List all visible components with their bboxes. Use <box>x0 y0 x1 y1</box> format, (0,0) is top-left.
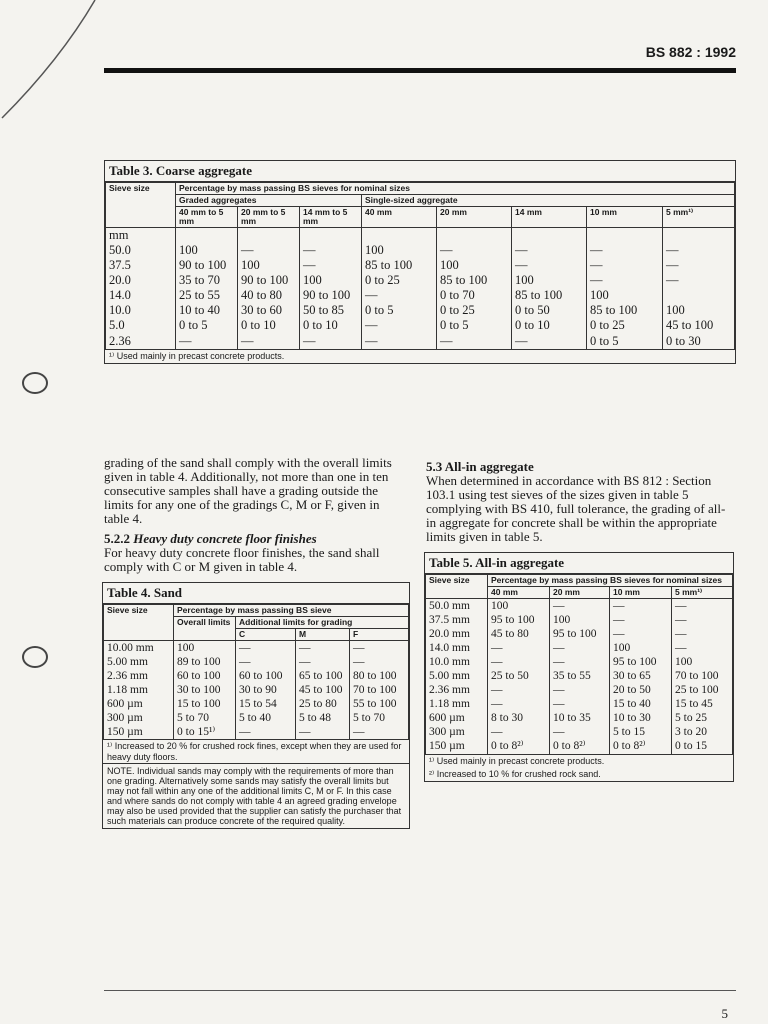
table-cell: 85 to 100 <box>362 258 437 273</box>
table-row <box>426 655 733 669</box>
table-cell: 15 to 100 <box>174 697 236 711</box>
row-label: 10.00 mm <box>104 640 174 655</box>
column-header: Single-sized aggregate <box>362 194 735 206</box>
column-header: 20 mm to 5 mm <box>238 206 300 227</box>
table-row <box>106 258 735 273</box>
table-cell: — <box>587 273 663 288</box>
table-cell: 10 to 40 <box>176 303 238 318</box>
table-cell: 100 <box>488 598 550 613</box>
table-cell: 70 to 100 <box>350 683 409 697</box>
table-cell: 90 to 100 <box>176 258 238 273</box>
column-header: 14 mm <box>512 206 587 227</box>
table-cell: 30 to 90 <box>236 683 296 697</box>
column-header: C <box>236 628 296 640</box>
column-header: Overall limits <box>174 616 236 640</box>
table-cell: 0 to 8²⁾ <box>610 739 672 753</box>
table-cell: 60 to 100 <box>174 669 236 683</box>
table-cell: 30 to 100 <box>174 683 236 697</box>
table-cell: 0 to 25 <box>362 273 437 288</box>
paragraph: grading of the sand shall comply with the overall limits given in table 4. Additionally, not more than one in ten consecutive samples shall have a grading outside the limits for any one of the gradings C, M or F, given in table 4. <box>104 455 392 526</box>
table-cell: 15 to 45 <box>672 697 733 711</box>
table-cell: — <box>672 641 733 655</box>
table-cell: 85 to 100 <box>587 303 663 318</box>
table-cell: 55 to 100 <box>350 697 409 711</box>
table-row <box>104 669 409 683</box>
table-row <box>426 725 733 739</box>
table-cell: 0 to 70 <box>437 288 512 303</box>
table-cell: 15 to 54 <box>236 697 296 711</box>
column-header: Percentage by mass passing BS sieves for nominal sizes <box>488 575 733 587</box>
column-header: Percentage by mass passing BS sieves for nominal sizes <box>176 183 735 195</box>
standard-number: BS 882 : 1992 <box>645 44 736 60</box>
table-cell: — <box>362 318 437 333</box>
row-label: 2.36 mm <box>426 683 488 697</box>
table-cell <box>587 227 663 243</box>
table-cell: — <box>663 273 735 288</box>
table-cell: — <box>362 334 437 349</box>
table-cell: — <box>176 334 238 349</box>
table-row <box>104 683 409 697</box>
table-cell: — <box>437 334 512 349</box>
column-header: Additional limits for grading <box>236 616 409 628</box>
column-header: Graded aggregates <box>176 194 362 206</box>
row-label: 1.18 mm <box>104 683 174 697</box>
table-cell: 0 to 15 <box>672 739 733 753</box>
table-cell: 5 to 25 <box>672 711 733 725</box>
row-label: 600 µm <box>104 697 174 711</box>
table-cell: 5 to 70 <box>350 711 409 725</box>
table-title: Table 4. Sand <box>103 583 409 604</box>
table-cell: 100 <box>610 641 672 655</box>
table-cell: 25 to 100 <box>672 683 733 697</box>
table-row <box>104 640 409 655</box>
table-cell <box>300 227 362 243</box>
table-cell <box>362 227 437 243</box>
table-cell: — <box>350 640 409 655</box>
table-cell <box>238 227 300 243</box>
table-cell: — <box>238 334 300 349</box>
row-label: 2.36 <box>106 334 176 349</box>
row-label: 14.0 mm <box>426 641 488 655</box>
column-header: 20 mm <box>550 586 610 598</box>
table-cell: 25 to 80 <box>296 697 350 711</box>
table-cell: 100 <box>437 258 512 273</box>
table-cell: 5 to 40 <box>236 711 296 725</box>
table-footnote: ¹⁾ Increased to 20 % for crushed rock fines, except when they are used for heavy duty floors. <box>103 739 409 763</box>
table-cell: — <box>610 613 672 627</box>
table-cell: — <box>663 243 735 258</box>
table-row <box>106 227 735 243</box>
table-cell: — <box>236 640 296 655</box>
table-all-in-aggregate <box>424 552 734 782</box>
table-cell: 60 to 100 <box>236 669 296 683</box>
row-label: 150 µm <box>104 725 174 739</box>
table-cell: 0 to 30 <box>663 334 735 349</box>
table-cell: — <box>300 258 362 273</box>
table-cell: 0 to 5 <box>437 318 512 333</box>
row-label: 50.0 <box>106 243 176 258</box>
table-cell: — <box>296 640 350 655</box>
table-row <box>426 711 733 725</box>
table-cell: 70 to 100 <box>672 669 733 683</box>
table-row <box>426 598 733 613</box>
section-title: Heavy duty concrete floor finishes <box>133 531 317 546</box>
table-cell: 0 to 8²⁾ <box>488 739 550 753</box>
column-header: Sieve size <box>104 605 174 641</box>
table-cell: 80 to 100 <box>350 669 409 683</box>
table-cell: — <box>550 655 610 669</box>
row-label: 10.0 <box>106 303 176 318</box>
table-note: NOTE. Individual sands may comply with the requirements of more than one grading. Alternatively some sands may satisfy the overall limits but may not fall within any one of the additional limits C, M or F. In this case and where sands do not comply with table 4 an agreed grading envelope may also be used provided that the supplier can satisfy the purchaser that such materials can produce concrete of the required quality. <box>103 763 409 828</box>
table-cell: — <box>300 243 362 258</box>
table-cell: — <box>672 627 733 641</box>
table-row <box>426 641 733 655</box>
table-cell <box>437 227 512 243</box>
table-sand <box>102 582 410 829</box>
table-cell: 45 to 80 <box>488 627 550 641</box>
table-cell: 35 to 70 <box>176 273 238 288</box>
table-cell: 30 to 60 <box>238 303 300 318</box>
table-cell: 0 to 10 <box>512 318 587 333</box>
table-cell: — <box>437 243 512 258</box>
column-header: M <box>296 628 350 640</box>
row-label: 20.0 <box>106 273 176 288</box>
table-cell: — <box>488 683 550 697</box>
table-cell: 20 to 50 <box>610 683 672 697</box>
table-cell: — <box>610 598 672 613</box>
table-footnote: ²⁾ Increased to 10 % for crushed rock sand. <box>429 768 601 779</box>
table-cell: 85 to 100 <box>512 288 587 303</box>
table-row <box>106 288 735 303</box>
table-cell: 45 to 100 <box>296 683 350 697</box>
table-cell: — <box>296 655 350 669</box>
table-cell: 100 <box>238 258 300 273</box>
table-row <box>106 334 735 349</box>
table-cell: 95 to 100 <box>488 613 550 627</box>
table-row <box>426 627 733 641</box>
table-cell: 40 to 80 <box>238 288 300 303</box>
table-cell: 95 to 100 <box>610 655 672 669</box>
table-cell: — <box>610 627 672 641</box>
row-label: 37.5 mm <box>426 613 488 627</box>
table-cell: 0 to 10 <box>238 318 300 333</box>
table-cell: 0 to 5 <box>587 334 663 349</box>
header-rule <box>104 68 736 73</box>
table-cell: — <box>300 334 362 349</box>
table-cell: 5 to 15 <box>610 725 672 739</box>
table-row <box>426 669 733 683</box>
table-cell <box>512 227 587 243</box>
row-label: 5.0 <box>106 318 176 333</box>
table-row <box>104 697 409 711</box>
column-header: 40 mm to 5 mm <box>176 206 238 227</box>
table-footnote: ¹⁾ Used mainly in precast concrete products. <box>105 349 735 363</box>
punch-hole-icon <box>22 646 48 668</box>
table-coarse-aggregate <box>104 160 736 364</box>
column-header: 40 mm <box>488 586 550 598</box>
table-cell: 3 to 20 <box>672 725 733 739</box>
table-row <box>104 725 409 739</box>
table-cell: — <box>350 655 409 669</box>
table-cell: 25 to 50 <box>488 669 550 683</box>
right-column <box>426 460 734 544</box>
table-cell: — <box>488 697 550 711</box>
row-label: 150 µm <box>426 739 488 753</box>
table-title: Table 5. All-in aggregate <box>425 553 733 574</box>
table-cell: 15 to 40 <box>610 697 672 711</box>
table-row <box>426 683 733 697</box>
table-cell: — <box>236 725 296 739</box>
table-cell: 0 to 25 <box>587 318 663 333</box>
column-header: 10 mm <box>610 586 672 598</box>
row-label: 5.00 mm <box>426 669 488 683</box>
table-cell: — <box>236 655 296 669</box>
row-label: 5.00 mm <box>104 655 174 669</box>
table-cell: 5 to 48 <box>296 711 350 725</box>
table-cell: — <box>550 683 610 697</box>
table-cell: 5 to 70 <box>174 711 236 725</box>
row-label: 10.0 mm <box>426 655 488 669</box>
table-cell: — <box>512 334 587 349</box>
table-cell: 95 to 100 <box>550 627 610 641</box>
table-cell: 65 to 100 <box>296 669 350 683</box>
table-cell: 25 to 55 <box>176 288 238 303</box>
table-cell: — <box>663 258 735 273</box>
table-cell: — <box>587 258 663 273</box>
section-number: 5.2.2 <box>104 531 130 546</box>
table-cell: — <box>550 725 610 739</box>
table-cell: 85 to 100 <box>437 273 512 288</box>
table-cell: — <box>362 288 437 303</box>
table-cell: — <box>512 243 587 258</box>
table-cell: 10 to 30 <box>610 711 672 725</box>
column-header: 5 mm¹⁾ <box>672 586 733 598</box>
table-cell: — <box>238 243 300 258</box>
row-label: 50.0 mm <box>426 598 488 613</box>
table-row <box>106 303 735 318</box>
paragraph: When determined in accordance with BS 812 : Section 103.1 using test sieves of the sizes given in table 5 complying with BS 410, full tolerance, the grading of all-in aggregate for concrete shall be within the appropriate limits given in table 5. <box>426 473 726 544</box>
table-cell: 100 <box>663 303 735 318</box>
table-title: Table 3. Coarse aggregate <box>105 161 735 182</box>
table-row <box>426 613 733 627</box>
left-column <box>104 456 408 574</box>
table-cell: 30 to 65 <box>610 669 672 683</box>
table-cell <box>663 288 735 303</box>
row-label: 20.0 mm <box>426 627 488 641</box>
column-header: F <box>350 628 409 640</box>
column-header: Percentage by mass passing BS sieve <box>174 605 409 617</box>
column-header: 10 mm <box>587 206 663 227</box>
table-row <box>426 739 733 753</box>
table-cell: 0 to 10 <box>300 318 362 333</box>
section-heading: 5.3 All-in aggregate <box>426 459 534 474</box>
table-cell: 90 to 100 <box>300 288 362 303</box>
table-cell: 100 <box>587 288 663 303</box>
paragraph: For heavy duty concrete floor finishes, the sand shall comply with C or M given in table 4. <box>104 545 380 574</box>
table-cell: — <box>488 641 550 655</box>
table-cell: — <box>512 258 587 273</box>
table-cell: — <box>488 655 550 669</box>
punch-hole-icon <box>22 372 48 394</box>
table-cell: 0 to 25 <box>437 303 512 318</box>
table-cell: 100 <box>512 273 587 288</box>
table-cell: 45 to 100 <box>663 318 735 333</box>
table-row <box>106 273 735 288</box>
table-cell: 90 to 100 <box>238 273 300 288</box>
table-cell: — <box>550 697 610 711</box>
table-cell: 100 <box>174 640 236 655</box>
scan-artifact-line <box>0 0 100 120</box>
table-cell: 100 <box>672 655 733 669</box>
table-cell: 10 to 35 <box>550 711 610 725</box>
column-header: 40 mm <box>362 206 437 227</box>
column-header: Sieve size <box>426 575 488 599</box>
table-cell <box>663 227 735 243</box>
row-label: 14.0 <box>106 288 176 303</box>
section-heading <box>104 532 408 546</box>
column-header: Sieve size <box>106 183 176 228</box>
table-cell: 0 to 5 <box>176 318 238 333</box>
table-cell: — <box>550 641 610 655</box>
table-footnote: ¹⁾ Used mainly in precast concrete products. <box>425 754 733 768</box>
table-row <box>106 243 735 258</box>
table-cell: — <box>296 725 350 739</box>
table-cell: 50 to 85 <box>300 303 362 318</box>
column-header: 20 mm <box>437 206 512 227</box>
table-cell: — <box>350 725 409 739</box>
row-label: 300 µm <box>104 711 174 725</box>
table-cell: 0 to 8²⁾ <box>550 739 610 753</box>
row-label: 600 µm <box>426 711 488 725</box>
table-row <box>426 697 733 711</box>
column-header: 5 mm¹⁾ <box>663 206 735 227</box>
table-cell: 100 <box>550 613 610 627</box>
table-cell: — <box>587 243 663 258</box>
table-cell: 100 <box>176 243 238 258</box>
table-cell: 0 to 50 <box>512 303 587 318</box>
column-header: 14 mm to 5 mm <box>300 206 362 227</box>
table-cell <box>176 227 238 243</box>
table-cell: 0 to 5 <box>362 303 437 318</box>
table-cell: — <box>672 613 733 627</box>
table-cell: — <box>488 725 550 739</box>
table-cell: 89 to 100 <box>174 655 236 669</box>
table-row <box>106 318 735 333</box>
unit-label: mm <box>106 227 176 243</box>
table-cell: 35 to 55 <box>550 669 610 683</box>
table-cell: 8 to 30 <box>488 711 550 725</box>
table-cell: — <box>550 598 610 613</box>
table-cell: 0 to 15¹⁾ <box>174 725 236 739</box>
row-label: 300 µm <box>426 725 488 739</box>
row-label: 1.18 mm <box>426 697 488 711</box>
page-number: 5 <box>721 1006 728 1021</box>
table-row <box>104 655 409 669</box>
table-row <box>104 711 409 725</box>
row-label: 37.5 <box>106 258 176 273</box>
table-cell: 100 <box>362 243 437 258</box>
table-cell: 100 <box>300 273 362 288</box>
table-cell: — <box>672 598 733 613</box>
footer-rule <box>104 990 736 991</box>
row-label: 2.36 mm <box>104 669 174 683</box>
